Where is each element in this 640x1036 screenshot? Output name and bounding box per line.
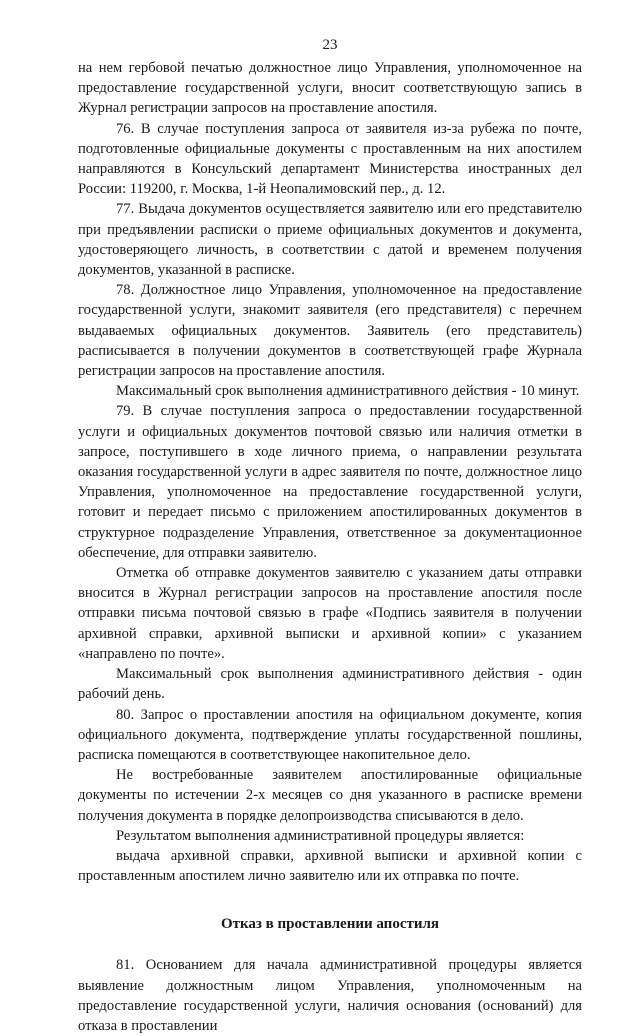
paragraph: на нем гербовой печатью должностное лицо Управления, уполномоченное на предоставление государственной услуги, вносит соответствующую запись в Журнал регистрации запросов на проставление апостиля. — [78, 60, 582, 117]
paragraph: 76. В случае поступления запроса от заявителя из-за рубежа по почте, подготовленные официальные документы с проставленным на них апостилем направляются в Консульский департамент Министерства иностранных дел России: 119200, г. Москва, 1-й Неопалимовский пер., д. 12. — [78, 120, 582, 198]
paragraph: 77. Выдача документов осуществляется заявителю или его представителю при предъявлении расписки о приеме официальных документов и документа, удостоверяющего личность, в соответствии с датой и временем получения документов, указанной в расписке. — [78, 201, 582, 279]
paragraph: выдача архивной справки, архивной выписки и архивной копии с проставленным апостилем лично заявителю или их отправка по почте. — [78, 847, 582, 885]
paragraph: Отметка об отправке документов заявителю с указанием даты отправки вносится в Журнал регистрации запросов на проставление апостиля после отправки письма почтовой связью в графе «Подпись заявителя в получении архивной справки, архивной выписки и архивной копии» с указанием «направлено по почте». — [78, 565, 582, 662]
page-number: 23 — [322, 37, 338, 53]
paragraph: 81. Основанием для начала административной процедуры является выявление должностным лицом Управления, уполномоченным на предоставление государственной услуги, наличия основания (оснований) для отказа в проставлении — [78, 957, 582, 1034]
section-heading: Отказ в проставлении апостиля — [220, 916, 440, 933]
paragraph: 80. Запрос о проставлении апостиля на официальном документе, копия официального документа, подтверждение уплаты государственной пошлины, расписка помещаются в соответствующее накопительное дело. — [78, 706, 582, 763]
paragraph: Результатом выполнения административной процедуры является: — [116, 827, 525, 844]
paragraph: 78. Должностное лицо Управления, уполномоченное на предоставление государственной услуги, знакомит заявителя (его представителя) с перечнем выдаваемых официальных документов. Заявитель (его представитель) расписывается в получении документов в соответствующей графе Журнала регистрации запросов на проставление апостиля. — [78, 282, 582, 380]
paragraph: Максимальный срок выполнения административного действия - 10 минут. — [116, 383, 580, 400]
paragraph: 79. В случае поступления запроса о предоставлении государственной услуги и официальных документов почтовой связью или наличия отметки в запросе, поступившего в ходе личного приема, о направлении результата оказания государственной услуги в адрес заявителя по почте, должностное лицо Управления, уполномоченное на предоставление государственной услуги, готовит и передает письмо с приложением апостилированных документов в структурное подразделение Управления, ответственное за документационное обеспечение, для отправки заявителю. — [78, 403, 582, 561]
paragraph: Не востребованные заявителем апостилированные официальные документы по истечении 2-х месяцев со дня указанного в расписке времени получения документа в порядке делопроизводства списываются в дело. — [78, 767, 582, 824]
body-text-bottom — [78, 955, 582, 1036]
body-text-top — [78, 58, 582, 886]
paragraph: Максимальный срок выполнения административного действия - один рабочий день. — [78, 666, 582, 703]
